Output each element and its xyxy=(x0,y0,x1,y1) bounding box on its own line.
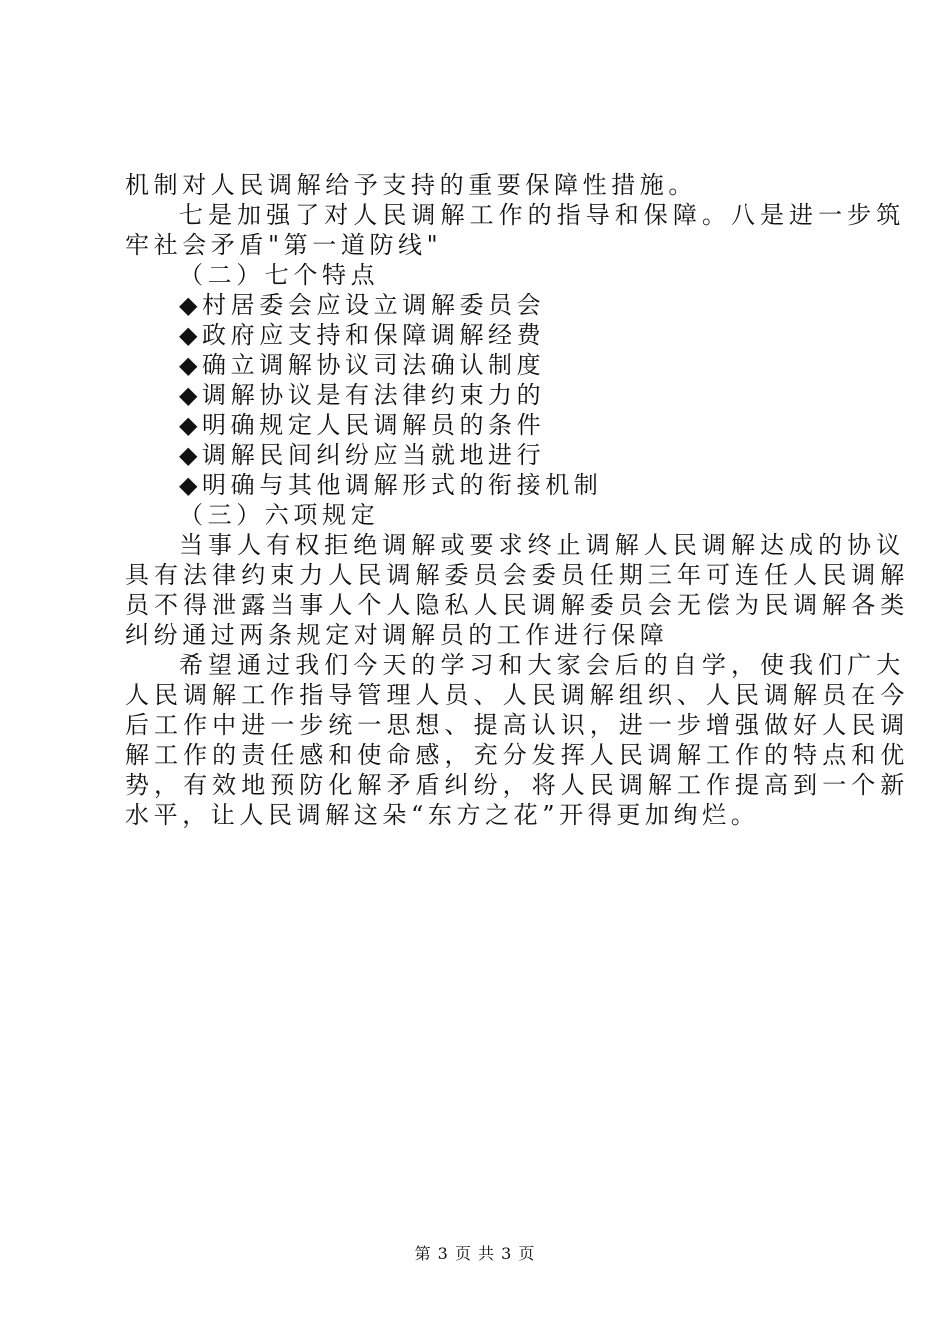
bullet-item: ◆确立调解协议司法确认制度 xyxy=(179,351,546,379)
text-line: 当事人有权拒绝调解或要求终止调解人民调解达成的协议 xyxy=(179,531,906,559)
text-line: 员不得泄露当事人个人隐私人民调解委员会无偿为民调解各类 xyxy=(125,591,910,619)
text-line: 后工作中进一步统一思想、提高认识，进一步增强做好人民调 xyxy=(125,711,910,739)
section-heading: （二）七个特点 xyxy=(179,261,380,289)
section-heading: （三）六项规定 xyxy=(179,501,380,529)
text-line: 解工作的责任感和使命感，充分发挥人民调解工作的特点和优 xyxy=(125,741,910,769)
text-line: 势，有效地预防化解矛盾纠纷，将人民调解工作提高到一个新 xyxy=(125,771,910,799)
text-line: 牢社会矛盾"第一道防线" xyxy=(125,231,443,259)
text-line: 纠纷通过两条规定对调解员的工作进行保障 xyxy=(125,621,669,649)
text-line: 人民调解工作指导管理人员、人民调解组织、人民调解员在今 xyxy=(125,681,910,709)
document-body xyxy=(125,170,910,830)
text-line: 具有法律约束力人民调解委员会委员任期三年可连任人民调解 xyxy=(125,561,910,589)
text-line: 水平，让人民调解这朵“东方之花”开得更加绚烂。 xyxy=(125,801,760,829)
bullet-item: ◆明确与其他调解形式的衔接机制 xyxy=(179,471,603,499)
bullet-item: ◆调解民间纠纷应当就地进行 xyxy=(179,441,546,469)
page-number-footer: 第 3 页 共 3 页 xyxy=(414,1244,536,1263)
text-line: 七是加强了对人民调解工作的指导和保障。八是进一步筑 xyxy=(179,201,906,229)
bullet-item: ◆政府应支持和保障调解经费 xyxy=(179,321,546,349)
bullet-item: ◆调解协议是有法律约束力的 xyxy=(179,381,546,409)
text-line: 机制对人民调解给予支持的重要保障性措施。 xyxy=(125,171,697,199)
bullet-item: ◆村居委会应设立调解委员会 xyxy=(179,291,546,319)
bullet-item: ◆明确规定人民调解员的条件 xyxy=(179,411,546,439)
text-line: 希望通过我们今天的学习和大家会后的自学，使我们广大 xyxy=(179,651,906,679)
